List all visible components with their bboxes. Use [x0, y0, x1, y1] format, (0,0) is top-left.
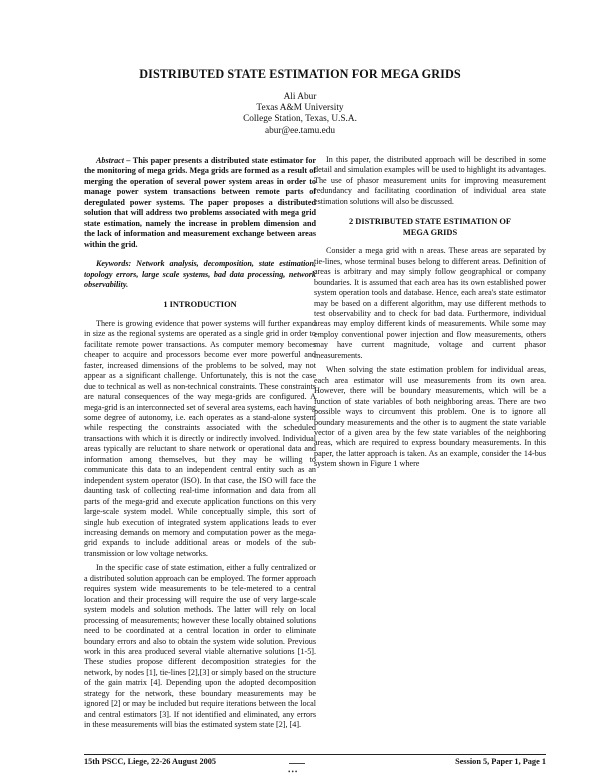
- page-mark: •••: [288, 768, 299, 776]
- page-footer: [84, 754, 546, 766]
- intro-paragraph-3: In this paper, the distributed approach will be described in some detail and simulation examples will be used to highlight its advantages. The use of phasor measurement units for improving measurement redundancy and facilitating coordination of individual area state estimation solutions will also be discussed.: [314, 155, 546, 206]
- author-affiliation: Texas A&M University: [256, 103, 344, 114]
- intro-paragraph-2: In the specific case of state estimation, either a fully centralized or a distributed solution approach can be employed. The former approach requires system wide measurements to be tele-metered to a central location and their processing will require the use of very large-scale system models and solution methods. The latter will rely on local processing of measurements; however these locally obtained solutions need to be coordinated at a central location in order to eliminate boundary errors and also to obtain the system wide solution. Previous work in this area produced several viable alternative solutions [1-5]. These studies propose different decomposition strategies for the network, by nodes [1], tie-lines [2],[3] or simply based on the structure of the gain matrix [4]. Depending upon the adopted decomposition strategy for the network, these boundary measurements may be ignored [2] or may be included but require iterations between the local and central estimators [3]. If not identified and eliminated, any errors in these measurements will bias the estimated system state [2], [4].: [84, 563, 316, 730]
- left-column: [84, 156, 316, 756]
- paper-title: DISTRIBUTED STATE ESTIMATION FOR MEGA GRIDS: [139, 67, 461, 81]
- author-location: College Station, Texas, U.S.A.: [243, 114, 357, 125]
- abstract-text: This paper presents a distributed state estimator for the monitoring of mega grids. Mega grids are formed as a result of merging the operation of several power system areas in order to manage power system transactions between remote parts of deregulated power systems. The paper proposes a distributed solution that will address two problems associated with mega grid state estimation, namely the increase in problem dimension and the lack of information and measurement exchange between areas within the grid.: [84, 156, 316, 249]
- footer-conference: 15th PSCC, Liege, 22-26 August 2005: [84, 757, 217, 766]
- right-column: [314, 155, 546, 760]
- footer-page-info: Session 5, Paper 1, Page 1: [455, 757, 546, 766]
- author-name: Ali Abur: [283, 92, 317, 102]
- dse-paragraph-2: When solving the state estimation problem for individual areas, each area estimator will use measurements from its own area. However, there will be boundary measurements, which will be a function of state variables of both neighboring areas. There are two possible ways to circumvent this problem. One is to ignore all boundary measurements and the other is to augment the state variable vector of a given area by the few state variables of the neighboring areas, which are required to express boundary measurements. In this paper, the latter approach is taken. As an example, consider the 14-bus system shown in Figure 1 where: [314, 365, 546, 469]
- keywords: [84, 259, 316, 290]
- author-email: abur@ee.tamu.edu: [265, 125, 335, 136]
- page-mark-line: [289, 763, 305, 764]
- abstract: [84, 156, 316, 250]
- abstract-label: Abstract –: [96, 156, 131, 165]
- author-block: [0, 92, 600, 137]
- section-heading-distributed-state-estimation: 2 DISTRIBUTED STATE ESTIMATION OF MEGA GRIDS: [349, 217, 511, 237]
- right-column-flow: [314, 155, 546, 470]
- keywords-label: Keywords:: [96, 259, 132, 269]
- section-heading-introduction: 1 INTRODUCTION: [163, 300, 237, 310]
- intro-paragraph-1: There is growing evidence that power systems will further expand in size as the regional systems are operated as a single grid in order to facilitate remote power transactions. As computer memory becomes cheaper to acquire and processors become ever more powerful and faster, increased dimensions of the problems to be solved, may not appear as a significant challenge. Unfortunately, this is not the case due to technical as well as non-technical constraints. These constraints are natural consequences of the way mega-grids are configured. A mega-grid is an interconnected set of several area systems, each having some degree of autonomy, i.e. each operates as a stand-alone system while respecting the constraints associated with the scheduled transactions with which it is directly or indirectly involved. Individual areas typically are reluctant to share network or operational data and information among themselves, but they may be willing to communicate this data to an independent central entity such as an independent system operator (ISO). In that case, the ISO will face the daunting task of collecting real-time information and data from all parts of the mega-grid and execute application functions on this very large-scale system model. While conceptually simple, this sort of single hub execution of integrated system applications leads to ever increasing demands on memory and computation power as the mega-grid expands to include additional areas or models of the sub-transmission or low voltage networks.: [84, 318, 316, 558]
- keywords-text: Network analysis, decomposition, state estimation, topology errors, large scale systems, bad data processing, network observability.: [84, 259, 316, 289]
- dse-paragraph-1: Consider a mega grid with n areas. These areas are separated by tie-lines, whose terminal buses belong to different areas. Definition of areas is arbitrary and may simply follow geographical or company boundaries. It is assumed that each area has its own established power system operation tools and database. Hence, each area's state estimator may be based on a different algorithm, may use different methods to test observability and to check for bad data. Furthermore, individual areas may employ different kinds of measurements. While some may employ conventional power injection and flow measurements, others may have current magnitude, voltage and current phasor measurements.: [314, 246, 546, 360]
